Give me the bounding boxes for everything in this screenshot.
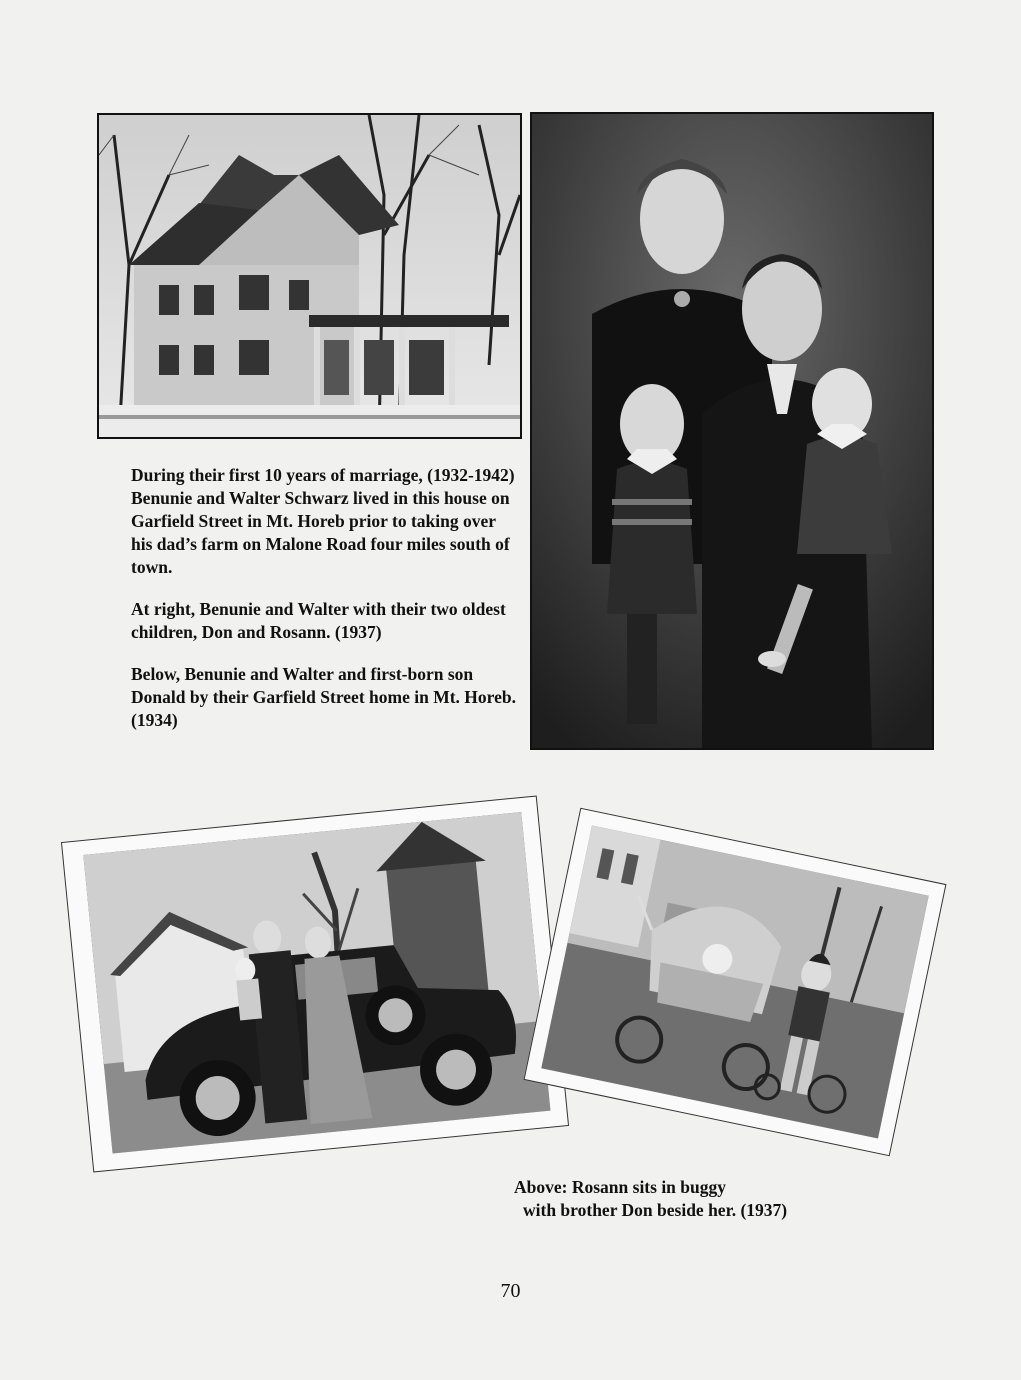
buggy-photo-image bbox=[541, 825, 928, 1138]
car-photo bbox=[61, 795, 569, 1172]
buggy-photo-inner bbox=[541, 825, 928, 1138]
house-caption: During their first 10 years of marriage, (1932-1942) Benunie and Walter Schwarz lived in this house on Garfield Street in Mt. Horeb prior to taking over his dad’s farm on Malone Road four miles south of town. bbox=[131, 465, 515, 577]
house-photo bbox=[97, 113, 522, 439]
buggy-caption-line-2: with brother Don beside her. (1937) bbox=[523, 1200, 788, 1220]
car-caption: Below, Benunie and Walter and first-born son Donald by their Garfield Street home in Mt. Horeb. (1934) bbox=[131, 664, 516, 730]
family-portrait-image bbox=[532, 114, 932, 748]
car-photo-image bbox=[83, 812, 550, 1154]
house-photo-image bbox=[99, 115, 520, 437]
buggy-caption bbox=[514, 1176, 834, 1222]
car-photo-inner bbox=[83, 812, 550, 1154]
page-number: 70 bbox=[500, 1280, 521, 1302]
family-portrait-photo bbox=[530, 112, 934, 750]
portrait-caption: At right, Benunie and Walter with their two oldest children, Don and Rosann. (1937) bbox=[131, 599, 506, 642]
buggy-photo bbox=[524, 808, 947, 1157]
caption-block bbox=[131, 464, 516, 751]
buggy-caption-line-1: Above: Rosann sits in buggy bbox=[514, 1177, 726, 1197]
